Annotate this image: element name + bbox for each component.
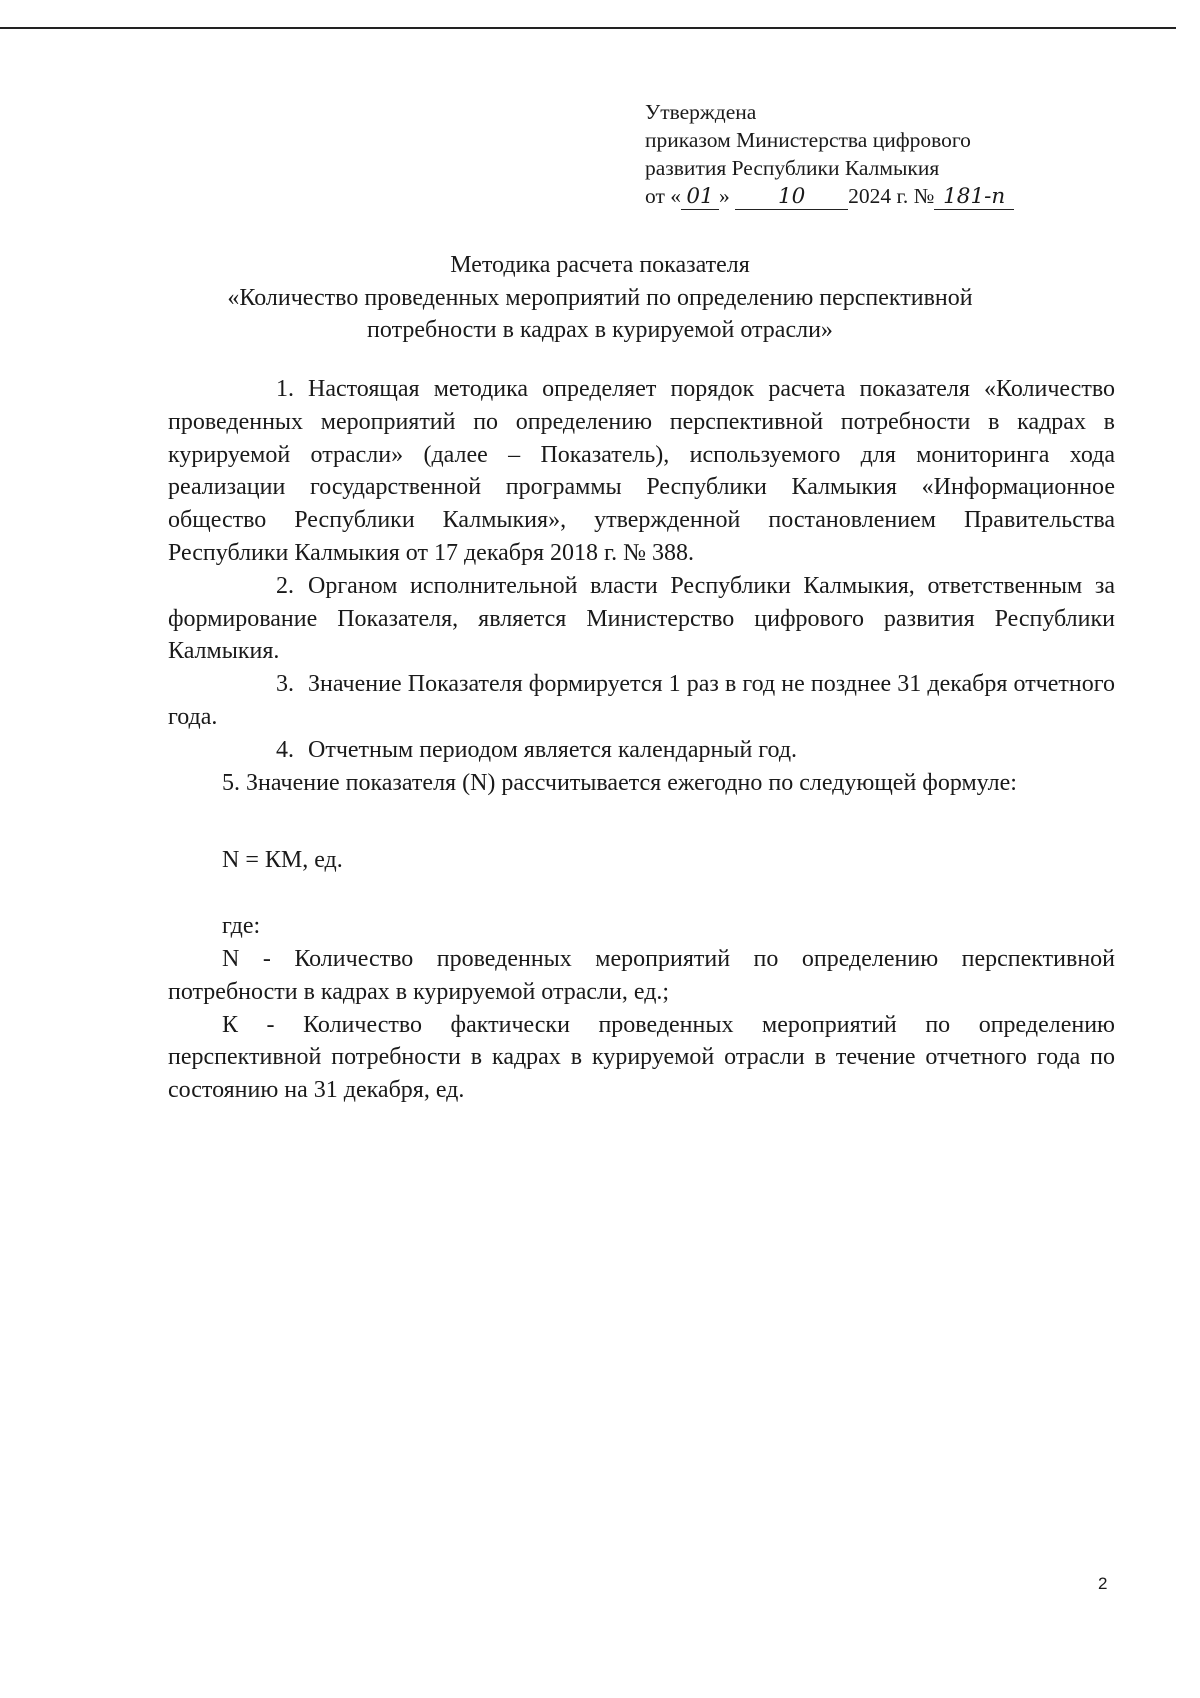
title-line-3: потребности в кадрах в курируемой отрасли» bbox=[367, 317, 833, 343]
paragraph-text: Отчетным периодом является календарный год. bbox=[308, 736, 798, 763]
formula: N = КМ, ед. bbox=[222, 847, 343, 874]
paragraph-number: 3. bbox=[276, 671, 294, 698]
approval-line-1: Утверждена bbox=[645, 100, 757, 124]
handwritten-month: 10 bbox=[735, 185, 848, 210]
date-mid: » bbox=[719, 184, 730, 208]
where-label: где: bbox=[222, 913, 261, 940]
approval-stamp-block bbox=[645, 98, 1014, 210]
paragraph-3 bbox=[168, 668, 1115, 734]
paragraph-text: Настоящая методика определяет порядок расчета показателя «Количество проведенных мероприятий по определению перспективной потребности в кадрах в курируемой отрасли» (далее – Показатель), используемого для мониторинга хода реализации государственной программы Республики Калмыкия «Информационное общество Республики Калмыкия», утвержденной постановлением Правительства Республики Калмыкия от 17 декабря 2018 г. № 388. bbox=[168, 376, 1115, 566]
paragraph-number: 2. bbox=[276, 572, 294, 599]
page-number: 2 bbox=[1098, 1574, 1108, 1593]
paragraph-text: Значение Показателя формируется 1 раз в год не позднее 31 декабря отчетного года. bbox=[168, 671, 1115, 730]
date-year: 2024 г. № bbox=[848, 184, 935, 208]
paragraph-2 bbox=[168, 570, 1115, 668]
definition-k: К - Количество фактически проведенных мероприятий по определению перспективной потребности в кадрах в курируемой отрасли в течение отчетного года по состоянию на 31 декабря, ед. bbox=[168, 1011, 1115, 1104]
handwritten-order-number: 181-п bbox=[934, 185, 1014, 210]
approval-line-3: развития Республики Калмыкия bbox=[645, 156, 940, 180]
document-title bbox=[170, 249, 1030, 347]
paragraph-5: 5. Значение показателя (N) рассчитывается ежегодно по следующей формуле: bbox=[222, 769, 1017, 796]
definition-n: N - Количество проведенных мероприятий по определению перспективной потребности в кадрах в курируемой отрасли, ед.; bbox=[168, 945, 1115, 1005]
paragraph-4 bbox=[168, 734, 1115, 767]
paragraph-number: 4. bbox=[276, 736, 294, 763]
paragraph-1 bbox=[168, 373, 1115, 570]
document-body bbox=[168, 373, 1115, 1107]
handwritten-day: 01 bbox=[681, 185, 719, 210]
paragraph-number: 1. bbox=[276, 376, 294, 402]
date-prefix: от « bbox=[645, 184, 681, 208]
top-border-line bbox=[0, 27, 1176, 29]
paragraph-text: Органом исполнительной власти Республики Калмыкия, ответственным за формирование Показателя, является Министерство цифрового развития Республики Калмыкия. bbox=[168, 572, 1115, 665]
approval-line-2: приказом Министерства цифрового bbox=[645, 128, 971, 152]
title-line-1: Методика расчета показателя bbox=[450, 252, 750, 278]
approval-date-line bbox=[645, 182, 1014, 210]
title-line-2: «Количество проведенных мероприятий по определению перспективной bbox=[227, 284, 973, 311]
